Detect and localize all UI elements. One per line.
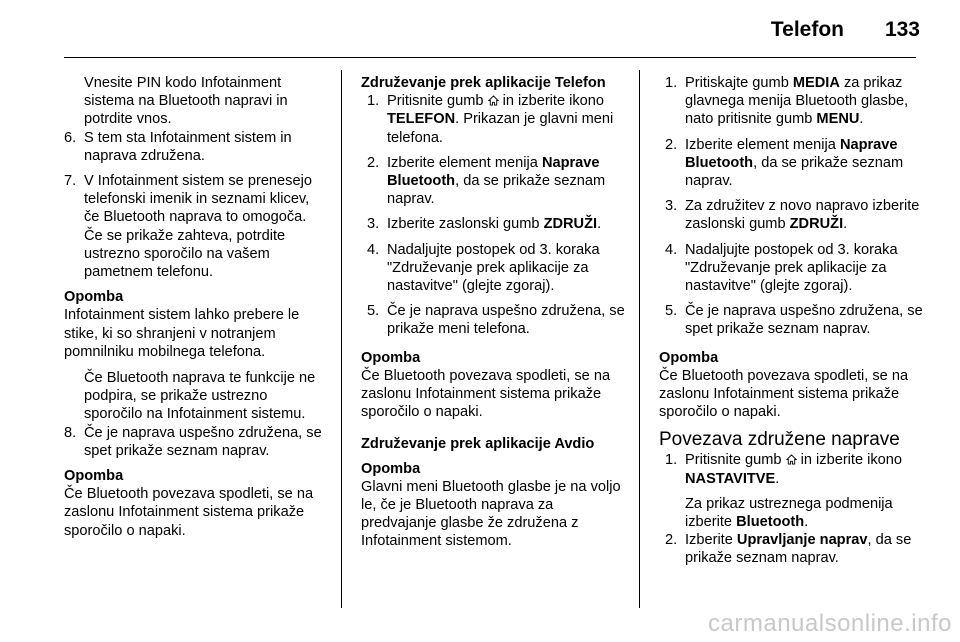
note — [659, 349, 923, 422]
watermark: carmanualsonline.info — [708, 610, 952, 637]
note-text: Glavni meni Bluetooth glasbe je na voljo le, če je Bluetooth naprava za predvajanje glasbe že združena z Infotainment sistemom. — [361, 478, 621, 550]
step-5-continuation: Vnesite PIN kodo Infotainment sistema na Bluetooth napravi in potrdite vnos. — [84, 75, 288, 128]
step-3: 3. Izberite zaslonski gumb ZDRUŽI. — [367, 216, 602, 233]
step-number: 8. — [64, 424, 77, 441]
step-number: 2. — [367, 154, 380, 171]
step-number: 5. — [367, 303, 380, 320]
step-2: 2. Izberite element menija Naprave Bluetooth, da se prikaže seznam naprav. — [367, 154, 606, 208]
step-4: 4. Nadaljujte postopek od 3. koraka "Združevanje prek aplikacije za nastavitve" (glejte zgoraj). — [665, 241, 898, 295]
home-icon — [786, 454, 797, 465]
step-number: 1. — [665, 452, 678, 469]
step-2: 2. Izberite element menija Naprave Bluetooth, da se prikaže seznam naprav. — [665, 136, 904, 190]
step-number: 4. — [665, 241, 678, 258]
step-7 — [64, 172, 326, 281]
column-right — [659, 74, 923, 575]
step-1: 1. Pritisnite gumb in izberite ikono NASTAVITVE. — [665, 452, 903, 487]
note — [361, 349, 627, 422]
step-number: 5. — [665, 303, 678, 320]
step-1: 1. Pritisnite gumb in izberite ikono TELEFON. Prikazan je glavni meni telefona. — [367, 93, 614, 146]
column-left — [64, 74, 326, 548]
step-number: 3. — [665, 198, 678, 215]
note — [64, 467, 326, 540]
section-heading: Povezava združene naprave — [659, 429, 900, 451]
page-title: Telefon — [770, 18, 844, 41]
header-divider — [64, 57, 916, 58]
column-divider — [341, 70, 342, 608]
note-heading: Opomba — [659, 349, 719, 366]
step-3: 3. Za združitev z novo napravo izberite zaslonski gumb ZDRUŽI. — [665, 198, 920, 233]
step-4: 4. Nadaljujte postopek od 3. koraka "Združevanje prek aplikacije za nastavitve" (glejte zgoraj). — [367, 241, 600, 295]
note-heading: Opomba — [361, 460, 421, 477]
step-8 — [64, 424, 326, 460]
step-number: 4. — [367, 241, 380, 258]
note-text: Če Bluetooth povezava spodleti, se na zaslonu Infotainment sistema prikaže sporočilo o napaki. — [659, 367, 909, 421]
step-number: 1. — [367, 93, 380, 110]
note — [361, 460, 627, 551]
note-text: Infotainment sistem lahko prebere le stike, ki so shranjeni v notranjem pomnilniku mobilnega telefona. — [64, 307, 300, 360]
step-number: 6. — [64, 129, 77, 146]
step-text: Pritisnite gumb — [387, 93, 488, 110]
paragraph: Če Bluetooth naprava te funkcije ne podpira, se prikaže ustrezno sporočilo na Infotainment sistemu. — [84, 370, 316, 423]
step-text: S tem sta Infotainment sistem in naprava združena. — [84, 129, 292, 164]
note-text: Če Bluetooth povezava spodleti, se na zaslonu Infotainment sistema prikaže sporočilo o napaki. — [64, 486, 314, 539]
step-number: 3. — [367, 216, 380, 233]
step-number: 1. — [665, 75, 678, 91]
step-5: 5. Če je naprava uspešno združena, se spet prikaže seznam naprav. — [665, 303, 923, 338]
step-6 — [64, 129, 326, 165]
step-text: Če je naprava uspešno združena, se spet prikaže seznam naprav. — [84, 424, 322, 459]
section-heading: Združevanje prek aplikacije Avdio — [361, 436, 595, 453]
note-heading: Opomba — [64, 289, 124, 306]
page-number: 133 — [884, 18, 920, 41]
column-divider — [639, 70, 640, 608]
column-middle — [361, 74, 627, 559]
step-1: 1. Pritiskajte gumb MEDIA za prikaz glavnega menija Bluetooth glasbe, nato pritisnite gumb MENU. — [665, 75, 909, 128]
step-number: 2. — [665, 136, 678, 153]
note — [64, 288, 326, 361]
section-heading: Združevanje prek aplikacije Telefon — [361, 75, 606, 91]
note-heading: Opomba — [361, 349, 421, 366]
step-2: 2. Izberite Upravljanje naprav, da se prikaže seznam naprav. — [665, 532, 912, 567]
paragraph: Za prikaz ustreznega podmenija izberite Bluetooth. — [685, 495, 893, 531]
note-text: Če Bluetooth povezava spodleti, se na zaslonu Infotainment sistema prikaže sporočilo o napaki. — [361, 367, 611, 421]
step-5: 5. Če je naprava uspešno združena, se prikaže meni telefona. — [367, 303, 625, 338]
step-number: 7. — [64, 173, 77, 190]
home-icon — [488, 95, 499, 106]
note-heading: Opomba — [64, 468, 124, 485]
step-text: V Infotainment sistem se prenesejo telefonski imenik in seznami klicev, če Bluetooth naprava to omogoča. Če se prikaže zahteva, potrdite ustrezno sporočilo na vašem pametnem telefonu. — [84, 173, 312, 281]
step-number: 2. — [665, 532, 678, 549]
